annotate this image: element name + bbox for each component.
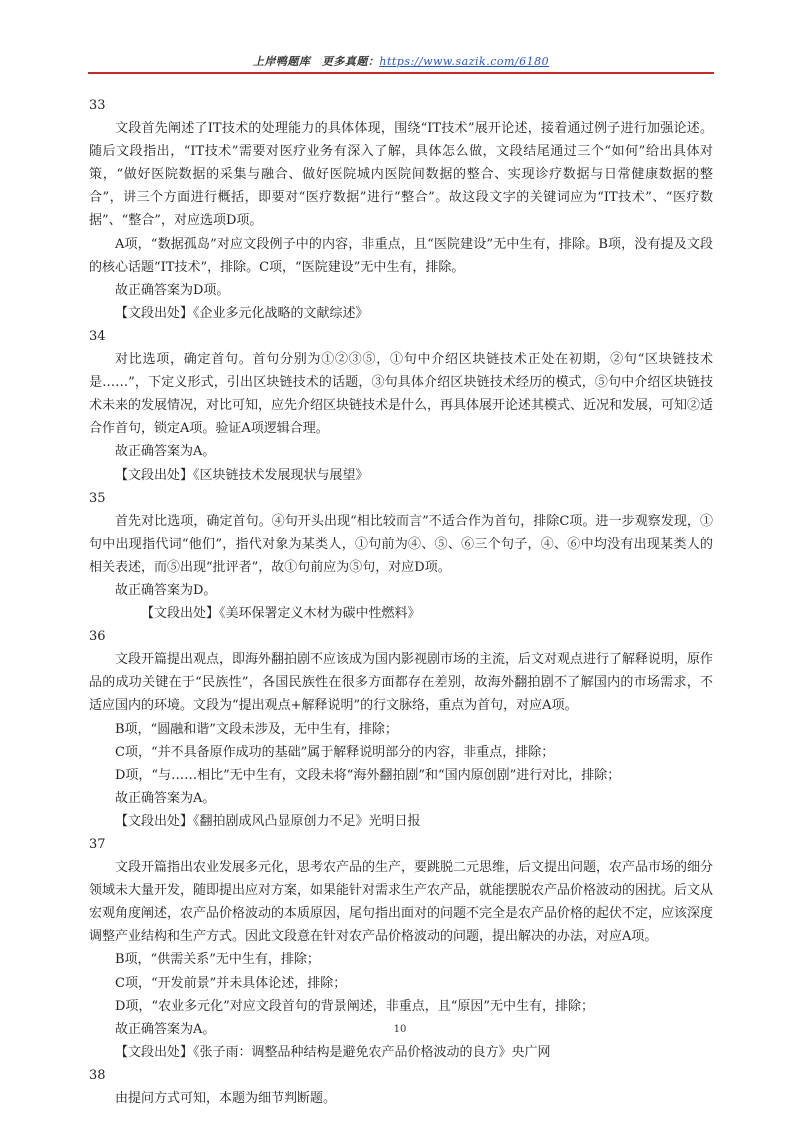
paragraph: D项，“与……相比”无中生有，文段未将“海外翻拍剧”和“国内原创剧”进行对比，排除；: [115, 767, 621, 783]
question-number: 34: [89, 328, 106, 344]
paragraph: D项，“农业多元化”对应文段首句的背景阐述，非重点，且“原因”无中生有，排除；: [115, 998, 595, 1014]
header-url-link[interactable]: https://www.sazik.com/6180: [379, 55, 550, 68]
paragraph: 【文段出处】《张子雨：调整品种结构是避免农产品价格波动的良方》央广网: [115, 1044, 551, 1060]
header-text: [88, 53, 714, 69]
paragraph: 故正确答案为D项。: [115, 282, 230, 298]
header-divider: [88, 72, 714, 74]
paragraph: 首先对比选项，确定首句。④句开头出现“相比较而言”不适合作为首句，排除C项。进一步观察发现，①句中出现指代词“他们”，指代对象为某类人，①句前为④、⑤、⑥三个句子，④、⑥中均没有出现某类人的相关表述，而⑤出现“批评者”，故①句前应为⑤句，对应D项。: [89, 513, 713, 575]
page-number: 10: [393, 1024, 407, 1035]
question-number: 33: [89, 98, 106, 113]
paragraph: 【文段出处】《翻拍剧成风凸显原创力不足》光明日报: [115, 813, 421, 829]
paragraph: 文段开篇指出农业发展多元化，思考农产品的生产，要跳脱二元思维，后文提出问题，农产品市场的细分领域未大量开发，随即提出应对方案，如果能针对需求生产农产品，就能摆脱农产品价格波动的困扰。后文从宏观角度阐述，农产品价格波动的本质原因，尾句指出面对的问题不完全是农产品价格的起伏不定，应该深度调整产业结构和生产方式。因此文段意在针对农产品价格波动的问题，提出解决的办法，对应A项。: [89, 860, 714, 945]
page-header: [88, 53, 714, 77]
paragraph: B项，“供需关系”无中生有，排除；: [115, 952, 320, 968]
paragraph: 故正确答案为A。: [115, 1021, 216, 1037]
paragraph: 【文段出处】《美环保署定义木材为碳中性燃料》: [141, 606, 421, 622]
question-number: 38: [89, 1067, 106, 1083]
paragraph: C项，“并不具备原作成功的基础”属于解释说明部分的内容，非重点，排除；: [115, 744, 555, 760]
paragraph: 故正确答案为A。: [115, 444, 216, 460]
question-number: 35: [89, 490, 106, 506]
paragraph: 文段首先阐述了IT技术的处理能力的具体体现，围绕“IT技术”展开论述，接着通过例子进行加强论述。随后文段指出，“IT技术”需要对医疗业务有深入了解，具体怎么做，文段结尾通过三个“如何”给出具体对策，“做好医院数据的采集与融合、做好医院城内医院间数据的整合、实现诊疗数据与日常健康数据的整合”，讲三个方面进行概括，即要对“医疗数据”进行“整合”。故这段文字的关键词应为“IT技术”、“医疗数据”、“整合”，对应选项D项。: [89, 121, 713, 229]
paragraph: 【文段出处】《区块链技术发展现状与展望》: [115, 467, 369, 483]
paragraph: 对比选项，确定首句。首句分别为①②③⑤，①句中介绍区块链技术正处在初期，②句“区块链技术是……”，下定义形式，引出区块链技术的话题，③句具体介绍区块链技术经历的模式，⑤句中介绍区块链技术未来的发展情况，对比可知，应先介绍区块链技术是什么，再具体展开论述其模式、近况和发展，可知②适合作首句，锁定A项。验证A项逻辑合理。: [89, 352, 714, 437]
paragraph: B项，“圆融和谐”文段未涉及，无中生有，排除；: [115, 721, 398, 737]
paragraph: 文段开篇提出观点，即海外翻拍剧不应该成为国内影视剧市场的主流，后文对观点进行了解释说明，原作品的成功关键在于“民族性”，各国民族性在很多方面都存在差别，故海外翻拍剧不了解国内的市场需求，不适应国内的环境。文段为“提出观点+解释说明”的行文脉络，重点为首句，对应A项。: [89, 652, 714, 714]
question-number: 36: [89, 629, 106, 645]
paragraph: 故正确答案为D。: [115, 582, 217, 598]
document-body: [89, 94, 713, 1110]
paragraph: A项，“数据孤岛”对应文段例子中的内容，非重点，且“医院建设”无中生有，排除。B项，没有提及文段的核心话题“IT技术”，排除。C项，“医院建设”无中生有，排除。: [89, 236, 713, 275]
question-number: 37: [89, 837, 106, 852]
paragraph: 【文段出处】《企业多元化战略的文献综述》: [115, 305, 369, 321]
header-prefix: 上岸鸭题库 更多真题：: [252, 55, 380, 68]
paragraph: C项，“开发前景”并未具体论述，排除；: [115, 975, 347, 991]
paragraph: 由提问方式可知，本题为细节判断题。: [115, 1091, 337, 1107]
paragraph: 故正确答案为A。: [115, 790, 216, 806]
